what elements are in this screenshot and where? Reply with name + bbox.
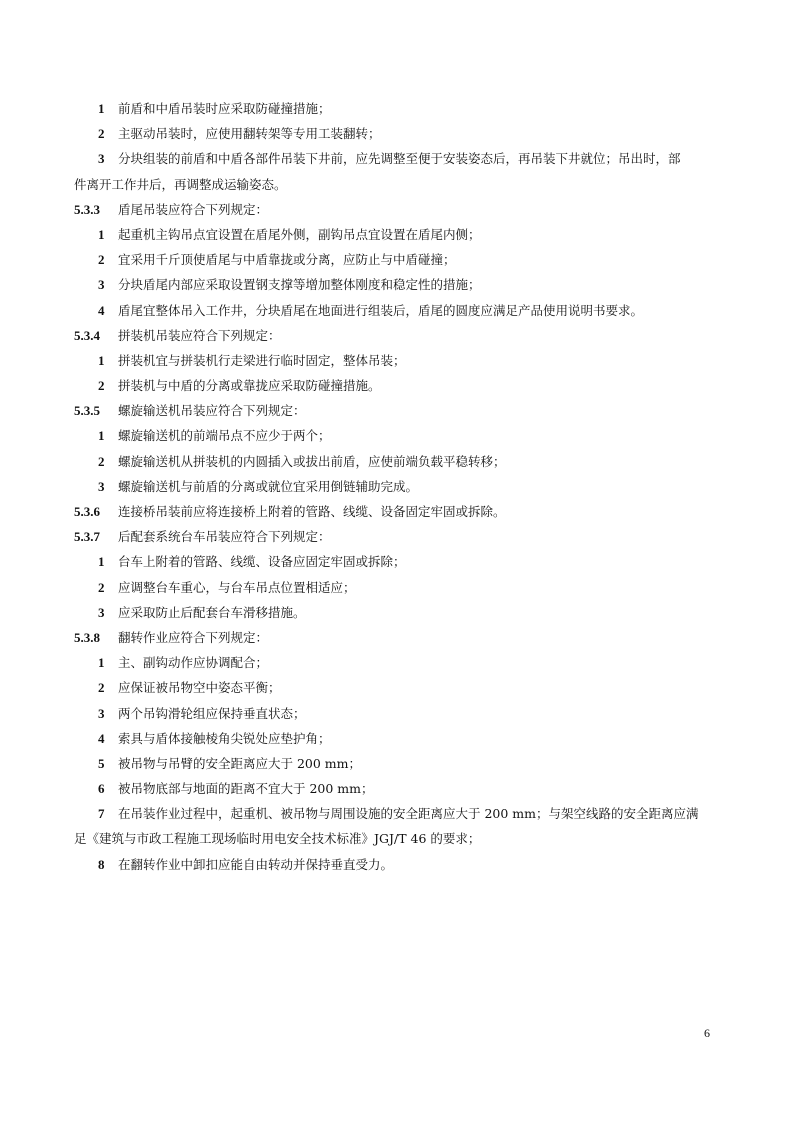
list-item <box>74 373 722 398</box>
item-text: 被吊物与吊臂的安全距离应大于 200 mm； <box>118 755 362 771</box>
item-continuation <box>74 826 722 851</box>
item-text: 台车上附着的管路、线缆、设备应固定牢固或拆除； <box>118 554 406 570</box>
clause-number: 5.3.4 <box>74 327 100 343</box>
clause-heading <box>74 499 722 524</box>
item-number: 4 <box>98 302 105 318</box>
item-number: 1 <box>98 101 105 116</box>
list-item <box>74 121 722 146</box>
list-item <box>74 348 722 373</box>
item-text: 主驱动吊装时，应使用翻转架等专用工装翻转； <box>118 126 381 142</box>
item-text: 螺旋输送机与前盾的分离或就位宜采用倒链辅助完成。 <box>118 478 419 494</box>
item-text: 在翻转作业中卸扣应能自由转动并保持垂直受力。 <box>118 856 394 872</box>
item-number: 4 <box>98 730 105 746</box>
list-item <box>74 701 722 726</box>
item-text: 应采取防止后配套台车滑移措施。 <box>118 604 306 620</box>
item-number: 5 <box>98 755 105 771</box>
list-item <box>74 146 722 171</box>
clause-number: 5.3.7 <box>74 529 100 545</box>
list-item <box>74 96 722 121</box>
item-number: 3 <box>98 277 105 293</box>
list-item <box>74 575 722 600</box>
item-text: 应保证被吊物空中姿态平衡； <box>118 680 281 696</box>
clause-number: 5.3.3 <box>74 201 100 217</box>
list-item <box>74 549 722 574</box>
item-text: 在吊装作业过程中，起重机、被吊物与周围设施的安全距离应大于 200 mm；与架空线路的安全距离应满 <box>118 806 699 822</box>
item-text: 螺旋输送机的前端吊点不应少于两个； <box>118 428 331 444</box>
item-text: 起重机主钩吊点宜设置在盾尾外侧，副钩吊点宜设置在盾尾内侧； <box>118 226 481 242</box>
item-number: 6 <box>98 781 105 797</box>
list-item <box>74 650 722 675</box>
clause-heading <box>74 398 722 423</box>
item-text: 主、副钩动作应协调配合； <box>118 655 269 671</box>
clause-text: 连接桥吊装前应将连接桥上附着的管路、线缆、设备固定牢固或拆除。 <box>118 504 506 519</box>
item-text: 分块组装的前盾和中盾各部件吊装下井前，应先调整至便于安装姿态后，再吊装下井就位；吊出时，部 <box>118 151 681 167</box>
item-text: 拼装机与中盾的分离或靠拢应采取防碰撞措施。 <box>118 378 381 394</box>
item-text: 盾尾宜整体吊入工作井，分块盾尾在地面进行组装后，盾尾的圆度应满足产品使用说明书要求。 <box>118 302 644 318</box>
item-number: 1 <box>98 655 105 671</box>
list-item <box>74 776 722 801</box>
clause-text: 盾尾吊装应符合下列规定： <box>118 201 269 217</box>
item-text: 两个吊钩滑轮组应保持垂直状态； <box>118 705 306 721</box>
item-text: 足《建筑与市政工程施工现场临时用电安全技术标准》JGJ/T 46 的要求； <box>74 831 481 847</box>
list-item <box>74 298 722 323</box>
item-text: 分块盾尾内部应采取设置钢支撑等增加整体刚度和稳定性的措施； <box>118 277 481 293</box>
clause-number: 5.3.5 <box>74 403 100 419</box>
clause-heading <box>74 625 722 650</box>
list-item <box>74 474 722 499</box>
item-text: 被吊物底部与地面的距离不宜大于 200 mm； <box>118 781 374 797</box>
item-number: 1 <box>98 352 105 368</box>
clause-number: 5.3.6 <box>74 504 100 519</box>
list-item <box>74 423 722 448</box>
item-text: 应调整台车重心，与台车吊点位置相适应； <box>118 579 356 595</box>
item-number: 7 <box>98 806 105 822</box>
list-item <box>74 675 722 700</box>
clause-text: 螺旋输送机吊装应符合下列规定： <box>118 403 306 419</box>
item-number: 1 <box>98 428 105 444</box>
list-item <box>74 247 722 272</box>
list-item <box>74 222 722 247</box>
list-item <box>74 600 722 625</box>
item-text: 索具与盾体接触棱角尖锐处应垫护角； <box>118 730 331 746</box>
item-text: 件离开工作井后，再调整成运输姿态。 <box>74 176 287 192</box>
item-number: 2 <box>98 579 105 595</box>
item-number: 2 <box>98 453 105 469</box>
item-number: 3 <box>98 151 105 167</box>
item-number: 3 <box>98 478 105 494</box>
item-text: 拼装机宜与拼装机行走梁进行临时固定，整体吊装； <box>118 352 406 368</box>
list-item <box>74 272 722 297</box>
page-body <box>74 96 722 877</box>
item-number: 3 <box>98 705 105 721</box>
item-number: 2 <box>98 126 105 142</box>
item-continuation <box>74 172 722 197</box>
clause-number: 5.3.8 <box>74 629 100 645</box>
item-number: 2 <box>98 378 105 394</box>
list-item <box>74 726 722 751</box>
clause-text: 翻转作业应符合下列规定： <box>118 629 269 645</box>
item-number: 2 <box>98 680 105 696</box>
clause-text: 后配套系统台车吊装应符合下列规定： <box>118 529 331 545</box>
item-number: 8 <box>98 856 105 872</box>
item-text: 螺旋输送机从拼装机的内圆插入或拔出前盾，应使前端负载平稳转移； <box>118 453 506 469</box>
list-item <box>74 751 722 776</box>
page-number: 6 <box>704 1026 710 1040</box>
item-number: 3 <box>98 604 105 620</box>
list-item <box>74 852 722 877</box>
item-number: 1 <box>98 554 105 570</box>
clause-heading <box>74 524 722 549</box>
list-item <box>74 449 722 474</box>
item-text: 宜采用千斤顶使盾尾与中盾靠拢或分离，应防止与中盾碰撞； <box>118 252 456 268</box>
clause-text: 拼装机吊装应符合下列规定： <box>118 327 281 343</box>
item-number: 2 <box>98 252 105 268</box>
list-item <box>74 801 722 826</box>
item-number: 1 <box>98 226 105 242</box>
item-text: 前盾和中盾吊装时应采取防碰撞措施； <box>118 101 331 116</box>
clause-heading <box>74 323 722 348</box>
clause-heading <box>74 197 722 222</box>
